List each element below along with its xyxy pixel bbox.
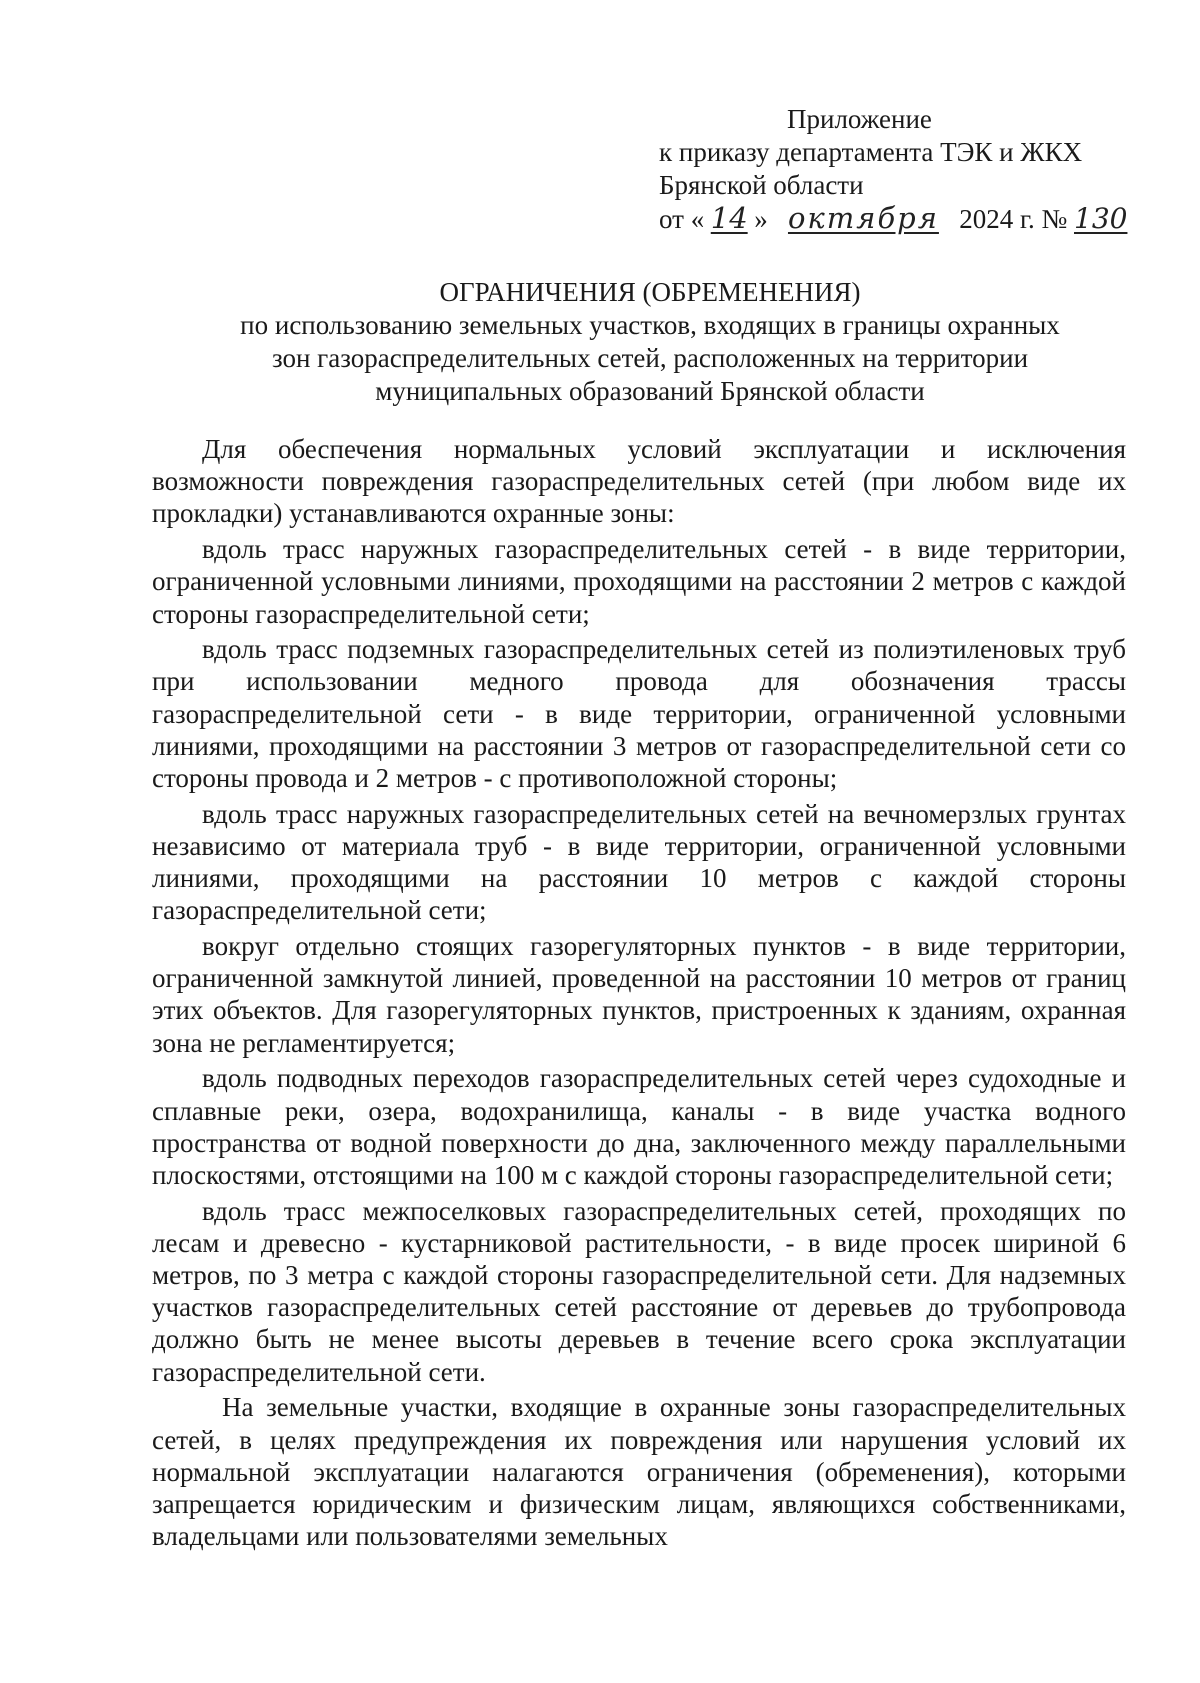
date-year: 2024 г. №: [959, 204, 1068, 234]
document-body: [152, 433, 1126, 1556]
document-heading: [150, 276, 1150, 408]
body-paragraph: На земельные участки, входящие в охранные зоны газораспределительных сетей, в целях предупреждения их повреждения или нарушения условий их нормальной эксплуатации налагаются ограничения (обременения), которыми запрещается юридическим и физическим лицам, являющихся собственниками, владельцами или пользователями земельных: [152, 1392, 1126, 1552]
body-paragraph: вдоль подводных переходов газораспределительных сетей через судоходные и сплавные реки, озера, водохранилища, каналы - в виде участка водного пространства от водной поверхности до дна, заключенного между параллельными плоскостями, отстоящими на 100 м с каждой стороны газораспределительной сети;: [152, 1063, 1126, 1190]
date-month-handwritten: октября: [787, 201, 939, 235]
body-paragraph: вдоль трасс наружных газораспределительных сетей на вечномерзлых грунтах независимо от материала труб - в виде территории, ограниченной условными линиями, проходящими на расстоянии 10 метров с каждой стороны газораспределительной сети;: [152, 798, 1126, 926]
date-day-handwritten: 14: [710, 201, 748, 235]
body-paragraph: вдоль трасс межпоселковых газораспределительных сетей, проходящих по лесам и древесно - кустарниковой растительности, - в виде просек шириной 6 метров, по 3 метра с каждой стороны газораспределительной сети. Для надземных участков газораспределительных сетей расстояние от деревьев до трубопровода должно быть не менее высоты деревьев в течение всего срока эксплуатации газораспределительной сети.: [152, 1195, 1126, 1387]
appendix-label: Приложение: [787, 104, 932, 134]
date-prefix: от «: [659, 204, 705, 234]
document-subtitle-line-3: муниципальных образований Брянской области: [375, 376, 925, 406]
body-paragraph: Для обеспечения нормальных условий эксплуатации и исключения возможности повреждения газораспределительных сетей (при любом виде их прокладки) устанавливаются охранные зоны:: [152, 434, 1126, 529]
appendix-order-reference: к приказу департамента ТЭК и ЖКХ: [659, 137, 1083, 167]
appendix-block: [659, 103, 1139, 236]
body-paragraph: вокруг отдельно стоящих газорегуляторных пунктов - в виде территории, ограниченной замкнутой линией, проведенной на расстоянии 10 метров от границ этих объектов. Для газорегуляторных пунктов, пристроенных к зданиям, охранная зона не регламентируется;: [152, 931, 1126, 1058]
document-subtitle-line-1: по использованию земельных участков, входящих в границы охранных: [240, 310, 1060, 340]
document-subtitle-line-2: зон газораспределительных сетей, расположенных на территории: [271, 343, 1029, 373]
body-paragraph: вдоль трасс подземных газораспределительных сетей из полиэтиленовых труб при использовании медного провода для обозначения трассы газораспределительной сети - в виде территории, ограниченной условными линиями, проходящими на расстоянии 3 метров от газораспределительной сети со стороны провода и 2 метров - с противоположной стороны;: [152, 634, 1126, 794]
document-title: ОГРАНИЧЕНИЯ (ОБРЕМЕНЕНИЯ): [439, 277, 861, 307]
appendix-region: Брянской области: [659, 170, 864, 200]
date-quote-close: »: [754, 204, 768, 234]
appendix-date-line: [659, 202, 1139, 236]
order-number-handwritten: 130: [1074, 202, 1128, 235]
body-paragraph: вдоль трасс наружных газораспределительных сетей - в виде территории, ограниченной условными линиями, проходящими на расстоянии 2 метров с каждой стороны газораспределительной сети;: [152, 534, 1126, 629]
